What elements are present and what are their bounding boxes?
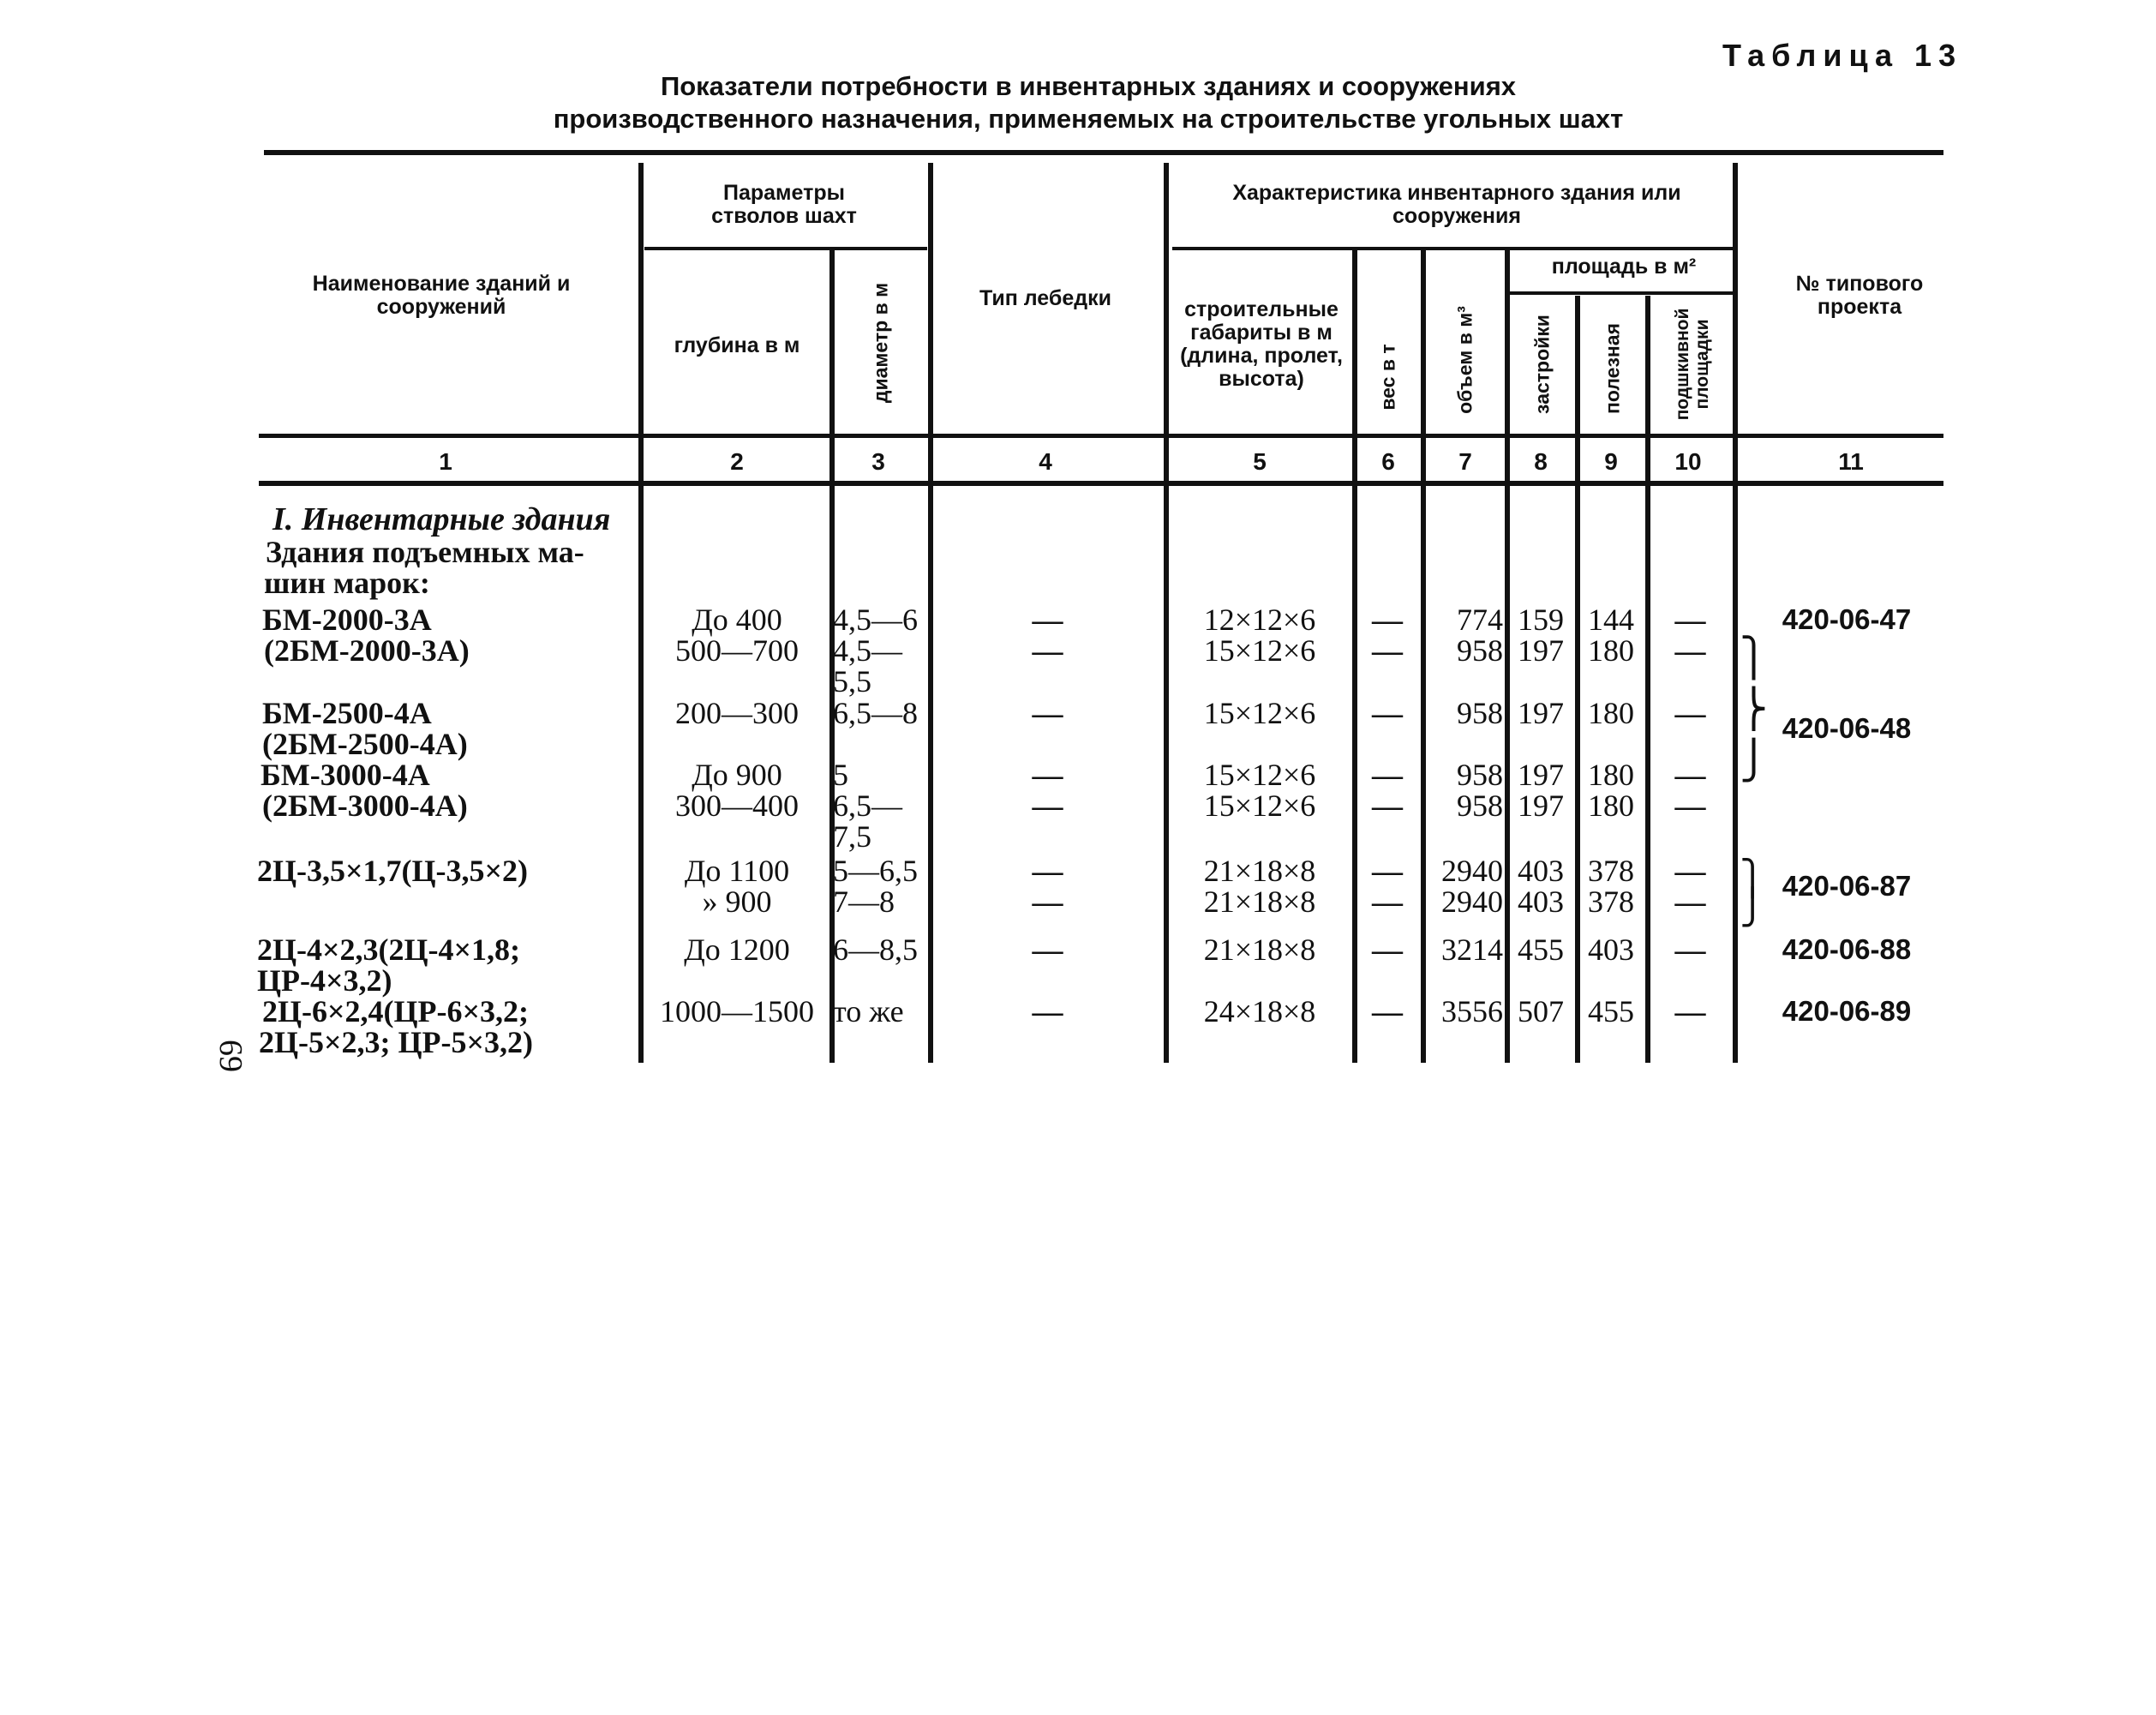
cell-dims: 21×18×8 [1203, 884, 1316, 919]
table-number: Таблица 13 [1722, 38, 1963, 73]
cell-diameter: то же [833, 994, 904, 1028]
column-number: 8 [1534, 448, 1548, 475]
cell-name: (2БМ-2000-3А) [264, 633, 470, 668]
cell-name: БМ-2000-3А [262, 603, 432, 637]
table-title-line1: Показатели потребности в инвентарных зданиях и сооружениях [660, 71, 1517, 101]
cell-diameter: 6,5—8 [833, 696, 918, 730]
cell-diameter: 7,5 [833, 819, 871, 854]
section-title: I. Инвентарные здания [272, 501, 611, 537]
cell-dims: 12×12×6 [1203, 603, 1316, 637]
header-area-useful: полезная [1601, 322, 1624, 415]
cell-weight: — [1372, 789, 1403, 823]
page-number: 69 [213, 1040, 249, 1072]
cell-depth: 1000—1500 [660, 994, 814, 1028]
header-characteristic: Характеристика инвентарного здания или сооружения [1232, 181, 1681, 228]
cell-weight: — [1372, 696, 1403, 730]
cell-winch: — [1032, 633, 1063, 668]
header-name: Наименование зданий и сооружений [312, 272, 571, 319]
cell-dims: 15×12×6 [1203, 633, 1316, 668]
cell-volume: 3556 [1441, 994, 1503, 1028]
column-number-top-rule [259, 434, 1943, 438]
cell-depth: 200—300 [675, 696, 799, 730]
intro-line: шин марок: [264, 566, 430, 600]
cell-name: 2Ц-3,5×1,7(Ц-3,5×2) [257, 854, 528, 888]
column-number: 9 [1604, 448, 1618, 475]
cell-winch: — [1032, 789, 1063, 823]
cell-winch: — [1032, 758, 1063, 792]
cell-name: 2Ц-4×2,3(2Ц-4×1,8; [257, 932, 520, 967]
cell-winch: — [1032, 994, 1063, 1028]
cell-diameter: 6—8,5 [833, 932, 918, 967]
cell-build-area: 197 [1518, 633, 1564, 668]
cell-build-area: 159 [1518, 603, 1564, 637]
header-winch: Тип лебедки [979, 286, 1111, 310]
col-divider-4 [1164, 163, 1169, 1063]
characteristic-rule [1172, 247, 1734, 250]
cell-build-area: 197 [1518, 758, 1564, 792]
cell-diameter: 4,5— [833, 633, 902, 668]
group-brace: ⎫ ⎭ [1740, 859, 1765, 926]
column-number: 3 [871, 448, 885, 475]
cell-project: 420-06-48 [1782, 712, 1912, 744]
column-number: 5 [1253, 448, 1267, 475]
table-title-line2: производственного назначения, применяемых на строительстве угольных шахт [553, 104, 1624, 134]
cell-name: (2БМ-3000-4А) [262, 789, 468, 823]
cell-volume: 958 [1457, 696, 1503, 730]
group-brace: ⎫ ⎬ ⎭ [1740, 637, 1768, 782]
cell-useful-area: 378 [1588, 884, 1634, 919]
header-area: площадь в м² [1551, 255, 1697, 279]
cell-useful-area: 455 [1588, 994, 1634, 1028]
cell-project: 420-06-89 [1782, 995, 1912, 1027]
cell-diameter: 4,5—6 [833, 603, 918, 637]
cell-project: 420-06-47 [1782, 603, 1912, 635]
cell-volume: 3214 [1441, 932, 1503, 967]
cell-pad-area: — [1674, 633, 1706, 668]
cell-depth: 300—400 [675, 789, 799, 823]
area-rule [1510, 291, 1734, 295]
cell-winch: — [1032, 603, 1063, 637]
cell-depth: 500—700 [675, 633, 799, 668]
cell-diameter: 5—6,5 [833, 854, 918, 888]
cell-pad-area: — [1674, 884, 1706, 919]
column-number: 2 [730, 448, 744, 475]
cell-name: 2Ц-6×2,4(ЦР-6×3,2; [262, 994, 529, 1028]
cell-pad-area: — [1674, 994, 1706, 1028]
cell-diameter: 6,5— [833, 789, 902, 823]
cell-build-area: 507 [1518, 994, 1564, 1028]
cell-dims: 15×12×6 [1203, 789, 1316, 823]
column-number: 10 [1674, 448, 1702, 475]
intro-line: Здания подъемных ма- [266, 535, 584, 569]
column-number: 4 [1039, 448, 1052, 475]
cell-name: (2БМ-2500-4А) [262, 727, 468, 761]
cell-volume: 774 [1457, 603, 1503, 637]
cell-useful-area: 144 [1588, 603, 1634, 637]
cell-winch: — [1032, 932, 1063, 967]
cell-volume: 958 [1457, 789, 1503, 823]
header-area-pad [1654, 300, 1731, 429]
cell-build-area: 455 [1518, 932, 1564, 967]
cell-project: 420-06-87 [1782, 870, 1912, 902]
cell-diameter: 5,5 [833, 664, 871, 699]
top-rule [264, 150, 1943, 155]
cell-useful-area: 180 [1588, 633, 1634, 668]
cell-name: 2Ц-5×2,3; ЦР-5×3,2) [259, 1025, 533, 1059]
cell-name: БМ-2500-4А [262, 696, 432, 730]
cell-pad-area: — [1674, 758, 1706, 792]
cell-build-area: 403 [1518, 884, 1564, 919]
cell-winch: — [1032, 884, 1063, 919]
cell-dims: 15×12×6 [1203, 758, 1316, 792]
cell-weight: — [1372, 633, 1403, 668]
cell-depth: До 1200 [684, 932, 790, 967]
cell-pad-area: — [1674, 932, 1706, 967]
cell-dims: 24×18×8 [1203, 994, 1316, 1028]
cell-useful-area: 180 [1588, 696, 1634, 730]
cell-name: ЦР-4×3,2) [257, 963, 392, 998]
header-area-build: застройки [1530, 315, 1554, 414]
cell-dims: 15×12×6 [1203, 696, 1316, 730]
cell-pad-area: — [1674, 603, 1706, 637]
cell-pad-area: — [1674, 854, 1706, 888]
header-weight: вес в т [1376, 344, 1399, 411]
cell-project: 420-06-88 [1782, 933, 1912, 965]
cell-useful-area: 378 [1588, 854, 1634, 888]
column-number-bottom-rule [259, 481, 1943, 486]
cell-name: БМ-3000-4А [261, 758, 430, 792]
cell-useful-area: 180 [1588, 789, 1634, 823]
cell-weight: — [1372, 994, 1403, 1028]
shaft-params-rule [644, 247, 927, 250]
col-divider-10 [1733, 163, 1738, 1063]
cell-depth: » 900 [702, 884, 772, 919]
column-number: 11 [1838, 448, 1864, 475]
cell-depth: До 400 [692, 603, 782, 637]
cell-dims: 21×18×8 [1203, 854, 1316, 888]
cell-volume: 2940 [1441, 854, 1503, 888]
header-area-pad-text: подшкивной площадки [1673, 308, 1712, 421]
column-number: 1 [439, 448, 452, 475]
cell-volume: 958 [1457, 758, 1503, 792]
cell-depth: До 900 [692, 758, 782, 792]
header-diameter: диаметр в м [869, 282, 892, 404]
cell-volume: 958 [1457, 633, 1503, 668]
header-dims: строительные габариты в м (длина, пролет, высота) [1180, 297, 1343, 391]
header-depth: глубина в м [674, 333, 800, 357]
cell-winch: — [1032, 854, 1063, 888]
header-volume: объем в м³ [1453, 306, 1476, 414]
cell-build-area: 403 [1518, 854, 1564, 888]
cell-diameter: 7—8 [833, 884, 895, 919]
cell-build-area: 197 [1518, 789, 1564, 823]
cell-winch: — [1032, 696, 1063, 730]
cell-weight: — [1372, 758, 1403, 792]
cell-weight: — [1372, 854, 1403, 888]
cell-diameter: 5 [833, 758, 848, 792]
cell-dims: 21×18×8 [1203, 932, 1316, 967]
cell-useful-area: 403 [1588, 932, 1634, 967]
header-shaft-params: Параметры стволов шахт [711, 181, 857, 228]
cell-pad-area: — [1674, 789, 1706, 823]
cell-weight: — [1372, 603, 1403, 637]
cell-weight: — [1372, 932, 1403, 967]
cell-depth: До 1100 [684, 854, 790, 888]
header-project: № типового проекта [1795, 272, 1924, 319]
cell-weight: — [1372, 884, 1403, 919]
cell-useful-area: 180 [1588, 758, 1634, 792]
cell-pad-area: — [1674, 696, 1706, 730]
cell-volume: 2940 [1441, 884, 1503, 919]
column-number: 6 [1381, 448, 1395, 475]
column-number: 7 [1458, 448, 1472, 475]
cell-build-area: 197 [1518, 696, 1564, 730]
